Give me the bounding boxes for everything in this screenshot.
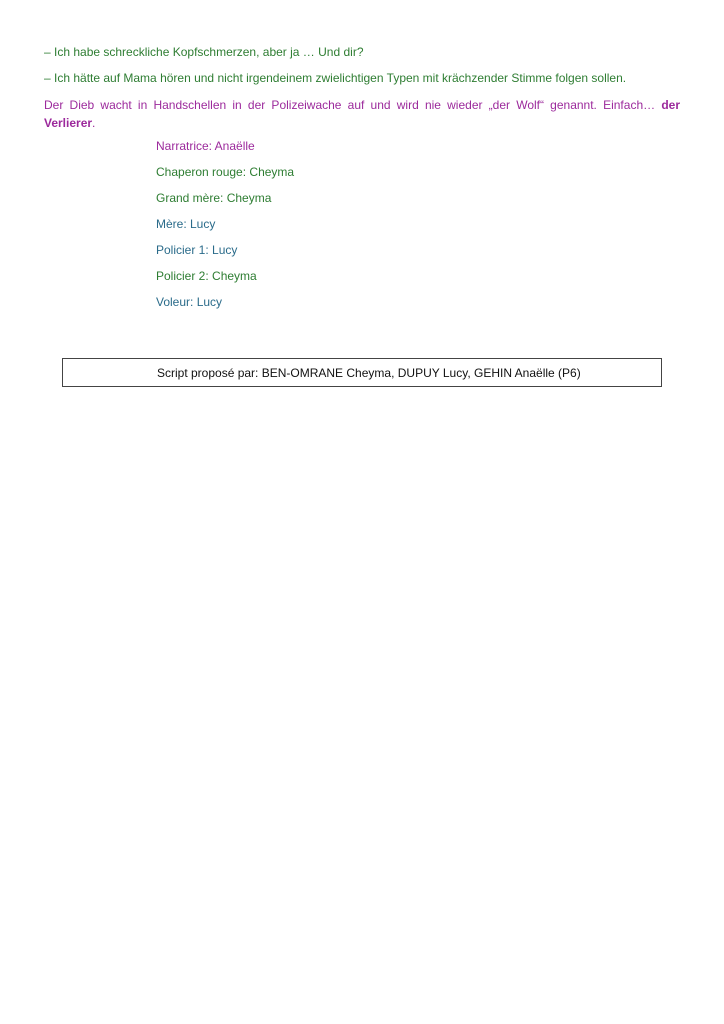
credits-text: Script proposé par: BEN-OMRANE Cheyma, DUPUY Lucy, GEHIN Anaëlle (P6) [157,366,581,380]
narration-bold-text: der Verlierer [44,98,680,130]
narration-paragraph [44,96,680,132]
cast-item-voleur: Voleur: Lucy [156,295,223,309]
dialogue-line-2: – Ich hätte auf Mama hören und nicht irgendeinem zwielichtigen Typen mit krächzender Stimme folgen sollen. [44,71,627,85]
cast-item-chaperon-rouge: Chaperon rouge: Cheyma [156,165,295,179]
cast-item-narratrice: Narratrice: Anaëlle [156,139,255,153]
cast-list [156,138,456,320]
narration-text: Der Dieb wacht in Handschellen in der Polizeiwache auf und wird nie wieder „der Wolf“ genannt. Einfach… [44,98,662,112]
dialogue-line-1: – Ich habe schreckliche Kopfschmerzen, aber ja … Und dir? [44,45,364,59]
cast-item-policier-2: Policier 2: Cheyma [156,269,257,283]
credits-box [62,358,662,387]
cast-item-mere: Mère: Lucy [156,217,216,231]
cast-item-grand-mere: Grand mère: Cheyma [156,191,272,205]
cast-item-policier-1: Policier 1: Lucy [156,243,238,257]
narration-end: . [92,116,96,130]
